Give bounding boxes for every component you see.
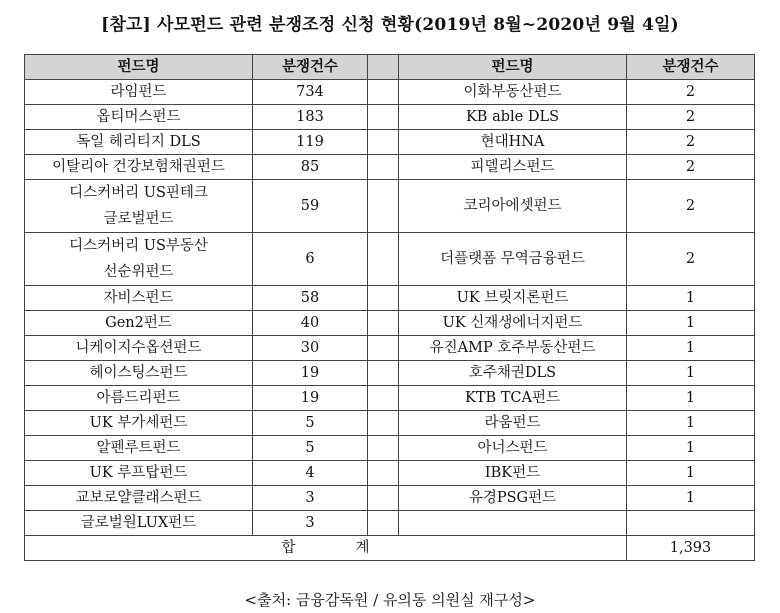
dispute-count: 2: [627, 80, 755, 105]
fund-name: [25, 233, 253, 286]
table-row: [25, 286, 755, 311]
dispute-count: 4: [253, 461, 368, 486]
fund-name: UK 부가세펀드: [25, 411, 253, 436]
page-title: [참고] 사모펀드 관련 분쟁조정 신청 현황(2019년 8월~2020년 9월 4일): [101, 15, 679, 35]
dispute-count: 19: [253, 386, 368, 411]
dispute-count: 183: [253, 105, 368, 130]
fund-name: UK 브릿지론펀드: [399, 286, 627, 311]
dispute-count: 5: [253, 436, 368, 461]
table-row: [25, 486, 755, 511]
dispute-count: [627, 511, 755, 536]
fund-name-line: 글로벌펀드: [103, 211, 174, 227]
total-label: [25, 536, 627, 561]
fund-name: 독일 헤리티지 DLS: [25, 130, 253, 155]
total-label-part: 합: [281, 540, 296, 556]
fund-name: 알펜루트펀드: [25, 436, 253, 461]
column-gap: [368, 361, 399, 386]
total-label-part: 계: [355, 540, 370, 556]
fund-name: 코리아에셋펀드: [399, 180, 627, 233]
total-value: 1,393: [627, 536, 755, 561]
fund-name: 현대HNA: [399, 130, 627, 155]
fund-name: 더플랫폼 무역금융펀드: [399, 233, 627, 286]
fund-name: KB able DLS: [399, 105, 627, 130]
fund-name: 글로벌원LUX펀드: [25, 511, 253, 536]
column-gap: [368, 105, 399, 130]
header-fund-left: 펀드명: [25, 55, 253, 80]
header-count-left: 분쟁건수: [253, 55, 368, 80]
column-gap: [368, 336, 399, 361]
column-gap: [368, 286, 399, 311]
fund-name: [399, 511, 627, 536]
fund-name-line: 디스커버리 US부동산: [69, 238, 208, 254]
fund-name: 유진AMP 호주부동산펀드: [399, 336, 627, 361]
fund-name: 라임펀드: [25, 80, 253, 105]
table-row: [25, 461, 755, 486]
dispute-count: 734: [253, 80, 368, 105]
table-row: [25, 80, 755, 105]
fund-name: Gen2펀드: [25, 311, 253, 336]
fund-name: [25, 180, 253, 233]
dispute-count: 3: [253, 486, 368, 511]
fund-name: 아너스펀드: [399, 436, 627, 461]
fund-name: 라움펀드: [399, 411, 627, 436]
dispute-count: 1: [627, 461, 755, 486]
dispute-count: 1: [627, 411, 755, 436]
dispute-count: 119: [253, 130, 368, 155]
fund-name-line: 선순위펀드: [103, 264, 174, 280]
source-note: <출처: 금융감독원 / 유의동 의원실 재구성>: [244, 591, 536, 609]
dispute-count: 85: [253, 155, 368, 180]
dispute-count: 30: [253, 336, 368, 361]
fund-name: IBK펀드: [399, 461, 627, 486]
column-gap: [368, 461, 399, 486]
fund-name: 교보로얄클래스펀드: [25, 486, 253, 511]
column-gap: [368, 386, 399, 411]
dispute-count: 2: [627, 130, 755, 155]
dispute-count: 1: [627, 386, 755, 411]
table-row: [25, 233, 755, 286]
header-row: [25, 55, 755, 80]
fund-name: 헤이스팅스펀드: [25, 361, 253, 386]
dispute-count: 6: [253, 233, 368, 286]
dispute-table: [24, 54, 755, 561]
table-row: [25, 436, 755, 461]
table-row: [25, 180, 755, 233]
fund-name: 자비스펀드: [25, 286, 253, 311]
dispute-count: 59: [253, 180, 368, 233]
table-row: [25, 411, 755, 436]
column-gap: [368, 155, 399, 180]
dispute-count: 1: [627, 486, 755, 511]
table-row: [25, 361, 755, 386]
fund-name: UK 신재생에너지펀드: [399, 311, 627, 336]
column-gap: [368, 436, 399, 461]
dispute-count: 40: [253, 311, 368, 336]
column-gap: [368, 511, 399, 536]
dispute-count: 2: [627, 180, 755, 233]
table-row: [25, 155, 755, 180]
fund-name: 호주채권DLS: [399, 361, 627, 386]
table-row: [25, 311, 755, 336]
fund-name: 유경PSG펀드: [399, 486, 627, 511]
fund-name: 아름드리펀드: [25, 386, 253, 411]
column-gap: [368, 55, 399, 80]
dispute-count: 1: [627, 336, 755, 361]
table-row: [25, 105, 755, 130]
header-fund-right: 펀드명: [399, 55, 627, 80]
fund-name: 이화부동산펀드: [399, 80, 627, 105]
fund-name: UK 루프탑펀드: [25, 461, 253, 486]
table-row: [25, 336, 755, 361]
dispute-count: 1: [627, 311, 755, 336]
table-row: [25, 130, 755, 155]
fund-name: 피델리스펀드: [399, 155, 627, 180]
fund-name: 이탈리아 건강보험채권펀드: [25, 155, 253, 180]
table-row: [25, 386, 755, 411]
dispute-count: 5: [253, 411, 368, 436]
column-gap: [368, 130, 399, 155]
dispute-count: 58: [253, 286, 368, 311]
column-gap: [368, 486, 399, 511]
column-gap: [368, 411, 399, 436]
dispute-count: 2: [627, 233, 755, 286]
column-gap: [368, 80, 399, 105]
column-gap: [368, 180, 399, 233]
column-gap: [368, 233, 399, 286]
dispute-count: 1: [627, 286, 755, 311]
fund-name: 니케이지수옵션펀드: [25, 336, 253, 361]
fund-name-line: 디스커버리 US핀테크: [69, 185, 208, 201]
dispute-count: 2: [627, 155, 755, 180]
dispute-count: 1: [627, 436, 755, 461]
fund-name: 옵티머스펀드: [25, 105, 253, 130]
dispute-count: 19: [253, 361, 368, 386]
table-row: [25, 511, 755, 536]
total-row: [25, 536, 755, 561]
dispute-count: 2: [627, 105, 755, 130]
dispute-count: 3: [253, 511, 368, 536]
dispute-count: 1: [627, 361, 755, 386]
column-gap: [368, 311, 399, 336]
fund-name: KTB TCA펀드: [399, 386, 627, 411]
header-count-right: 분쟁건수: [627, 55, 755, 80]
